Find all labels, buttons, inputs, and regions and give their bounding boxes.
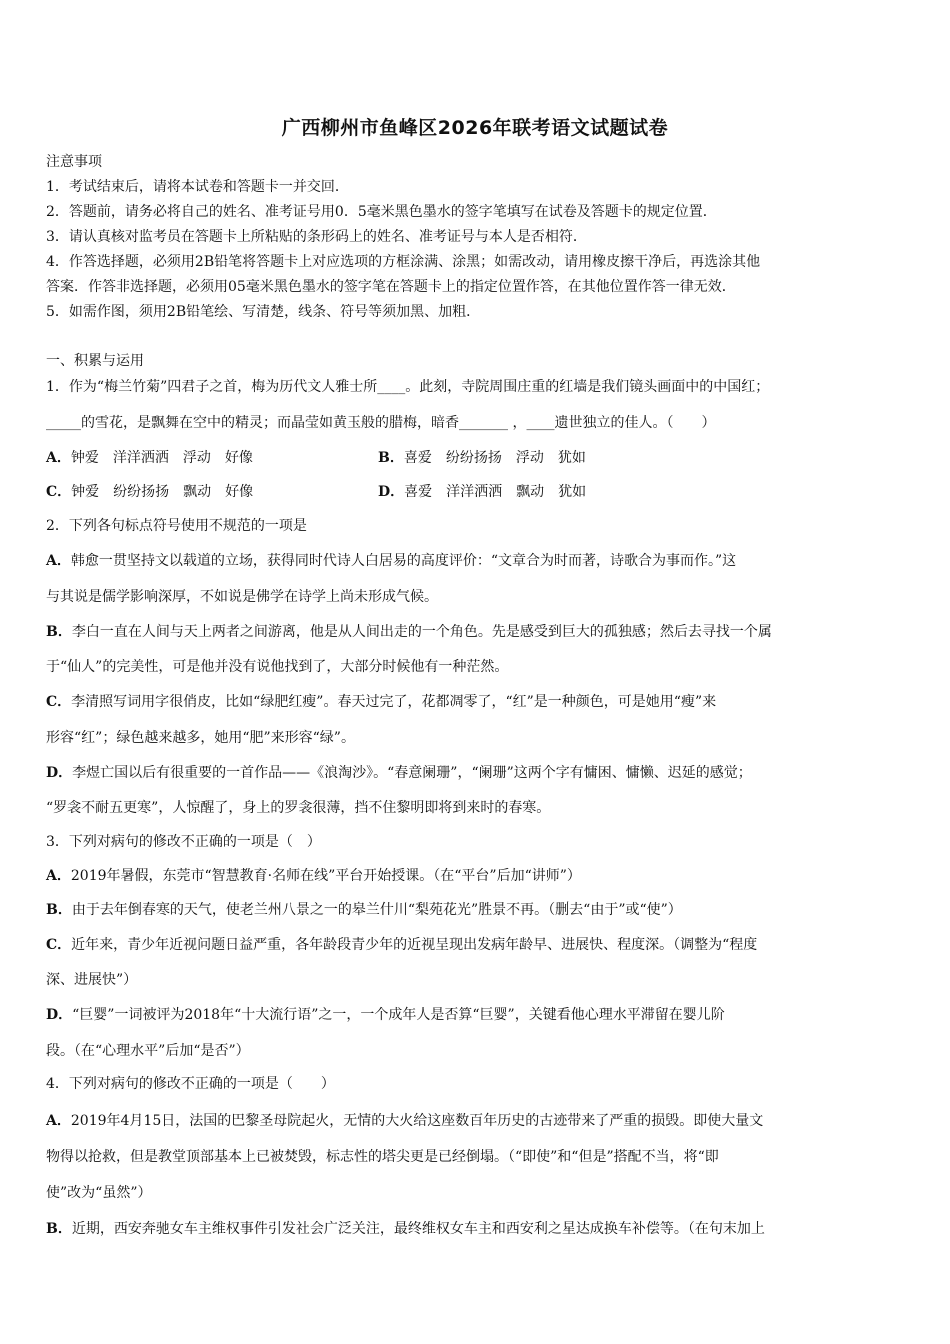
q2-option-a-line2: 与其说是儒学影响深厚，不如说是佛学在诗学上尚未形成气候。 <box>46 589 438 605</box>
notice-item-3: 3．请认真核对监考员在答题卡上所粘贴的条形码上的姓名、准考证号与本人是否相符． <box>46 229 587 245</box>
option-word: 好像 <box>224 450 253 466</box>
option-word: 洋洋洒洒 <box>446 484 503 500</box>
option-label: D． <box>378 484 405 500</box>
q2-option-c-line2: 形容“红”；绿色越来越多，她用“肥”来形容“绿”。 <box>46 730 355 746</box>
option-label: C． <box>46 694 72 710</box>
q3-option-c-line1 <box>46 935 906 955</box>
q3-option-d-line2: 段。（在“心理水平”后加“是否”） <box>46 1043 250 1059</box>
option-word: 犹如 <box>557 450 586 466</box>
option-word: 浮动 <box>182 450 211 466</box>
page-title: 广西柳州市鱼峰区2026年联考语文试题试卷 <box>281 117 669 139</box>
option-word: 洋洋洒洒 <box>112 450 169 466</box>
notice-item-5: 5．如需作图，须用2B铅笔绘、写清楚，线条、符号等须加黑、加粗． <box>46 304 481 320</box>
q4-option-a-line2: 物得以抢救，但是教堂顶部基本上已被焚毁，标志性的塔尖更是已经倒塌。（“即使”和“但是”搭配不当，将“即 <box>46 1149 719 1165</box>
option-label: A． <box>46 450 71 466</box>
q4-option-b-line1 <box>46 1219 906 1239</box>
option-label: B． <box>46 624 72 640</box>
option-text: 2019年暑假，东莞市“智慧教育·名师在线”平台开始授课。（在“平台”后加“讲师”） <box>70 868 581 884</box>
option-label: B． <box>46 1221 72 1237</box>
option-word: 浮动 <box>515 450 544 466</box>
option-word: 飘动 <box>516 484 545 500</box>
option-word: 好像 <box>225 484 254 500</box>
notice-item-1: 1．考试结束后，请将本试卷和答题卡一并交回． <box>46 179 349 195</box>
q2-option-b-line1 <box>46 622 906 642</box>
option-word: 飘动 <box>183 484 212 500</box>
q1-option-a <box>46 448 253 468</box>
option-word: 喜爱 <box>403 450 432 466</box>
q2-option-d-line2: “罗衾不耐五更寒”，人惊醒了，身上的罗衾很薄，挡不住黎明即将到来时的春寒。 <box>46 800 551 816</box>
option-text: 近期，西安奔驰女车主维权事件引发社会广泛关注，最终维权女车主和西安利之星达成换车补偿等。（在句末加上 <box>71 1221 765 1237</box>
option-word: 喜爱 <box>404 484 433 500</box>
option-text: 李白一直在人间与天上两者之间游离，他是从人间出走的一个角色。先是感受到巨大的孤独感；然后去寻找一个属 <box>71 624 772 640</box>
option-word: 钟爱 <box>70 450 99 466</box>
notice-item-2: 2．答题前，请务必将自己的姓名、准考证号用0．5毫米黑色墨水的签字笔填写在试卷及答题卡的规定位置． <box>46 204 717 220</box>
option-label: A． <box>46 553 71 569</box>
q2-option-a-line1 <box>46 551 906 571</box>
option-label: D． <box>46 1007 73 1023</box>
option-word: 纷纷扬扬 <box>113 484 170 500</box>
option-text: 近年来，青少年近视问题日益严重，各年龄段青少年的近视呈现出发病年龄早、进展快、程度深。（调整为“程度 <box>71 937 758 953</box>
q3-stem: 3．下列对病句的修改不正确的一项是（ ） <box>46 834 321 850</box>
option-label: A． <box>46 868 71 884</box>
q1-option-d <box>378 482 586 502</box>
q2-option-c-line1 <box>46 692 906 712</box>
option-word: 纷纷扬扬 <box>445 450 502 466</box>
q2-option-b-line2: 于“仙人”的完美性，可是他并没有说他找到了，大部分时候他有一种茫然。 <box>46 659 509 675</box>
q1-option-c <box>46 482 253 502</box>
option-text: 韩愈一贯坚持文以载道的立场，获得同时代诗人白居易的高度评价：“文章合为时而著，诗歌合为事而作。”这 <box>70 553 737 569</box>
option-text: 由于去年倒春寒的天气，使老兰州八景之一的皋兰什川“梨苑花光”胜景不再。（删去“由于”或“使”） <box>71 902 682 918</box>
option-text: “巨婴”一词被评为2018年“十大流行语”之一，一个成年人是否算“巨婴”，关键看他心理水平滞留在婴儿阶 <box>72 1007 725 1023</box>
option-text: 李清照写词用字很俏皮，比如“绿肥红瘦”。春天过完了，花都凋零了，“红”是一种颜色，可是她用“瘦”来 <box>71 694 717 710</box>
q1-option-b <box>378 448 586 468</box>
notice-item-4: 4．作答选择题，必须用2B铅笔将答题卡上对应选项的方框涂满、涂黑；如需改动，请用橡皮擦干净后，再选涂其他 <box>46 254 761 270</box>
option-word: 钟爱 <box>71 484 100 500</box>
option-label: C． <box>46 484 72 500</box>
option-label: A． <box>46 1113 71 1129</box>
option-label: B． <box>46 902 72 918</box>
q3-option-a <box>46 866 906 886</box>
q2-option-d-line1 <box>46 763 906 783</box>
option-text: 2019年4月15日，法国的巴黎圣母院起火，无情的大火给这座数百年历史的古迹带来了严重的损毁。即使大量文 <box>70 1113 764 1129</box>
option-label: B． <box>378 450 404 466</box>
option-label: C． <box>46 937 72 953</box>
option-label: D． <box>46 765 73 781</box>
q1-stem-line2: _____的雪花，是飘舞在空中的精灵；而晶莹如黄玉般的腊梅，暗香_______ ，____遗世独立的佳人。（ ） <box>46 415 716 431</box>
q3-option-c-line2: 深、进展快”） <box>46 972 138 988</box>
q1-stem-line1: 1．作为“梅兰竹菊”四君子之首，梅为历代文人雅士所____。此刻，寺院周围庄重的红墙是我们镜头画面中的中国红； <box>46 379 770 395</box>
q4-option-a-line1 <box>46 1111 906 1131</box>
q4-stem: 4．下列对病句的修改不正确的一项是（ ） <box>46 1076 335 1092</box>
q3-option-d-line1 <box>46 1005 906 1025</box>
q2-stem: 2．下列各句标点符号使用不规范的一项是 <box>46 518 307 534</box>
option-text: 李煜亡国以后有很重要的一首作品——《浪淘沙》。“春意阑珊”，“阑珊”这两个字有慵困、慵懒、迟延的感觉； <box>72 765 752 781</box>
section-heading: 一、积累与运用 <box>46 353 144 369</box>
option-word: 犹如 <box>558 484 587 500</box>
q3-option-b <box>46 900 906 920</box>
notice-item-4-cont: 答案．作答非选择题，必须用05毫米黑色墨水的签字笔在答题卡上的指定位置作答，在其他位置作答一律无效． <box>46 279 736 295</box>
q4-option-a-line3: 使”改为“虽然”） <box>46 1185 152 1201</box>
notice-heading: 注意事项 <box>46 154 102 170</box>
